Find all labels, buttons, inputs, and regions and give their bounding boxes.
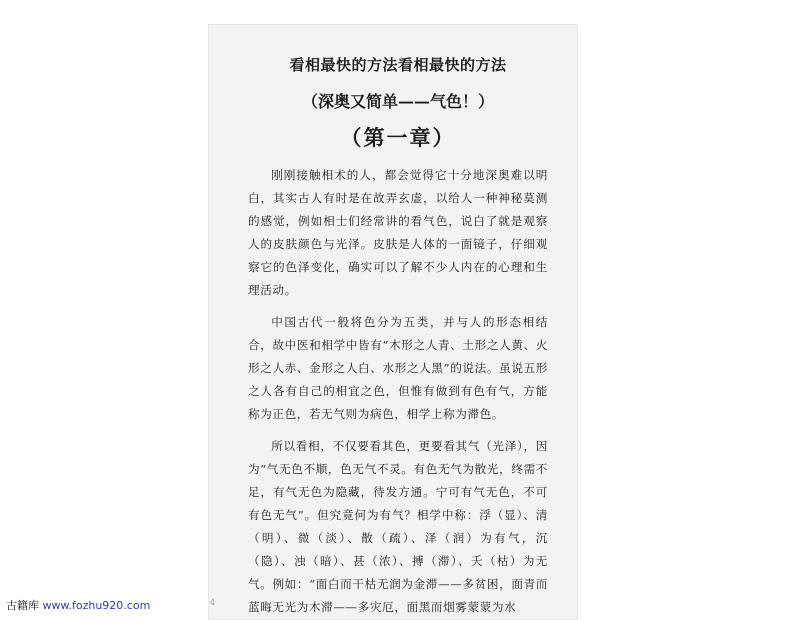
paragraph-1: 刚刚接触相术的人，都会觉得它十分地深奥难以明白，其实古人有时是在故弄玄虚，以给人一种神秘莫测的感觉，例如相士们经常讲的看气色，说白了就是观察人的皮肤颜色与光泽。皮肤是人体的一面镜子，仔细观察它的色泽变化，确实可以了解不少人内在的心理和生理活动。 (248, 168, 548, 297)
main-title: 看相最快的方法看相最快的方法 (289, 56, 507, 74)
watermark-label: 古籍库 (6, 599, 39, 612)
chapter-heading: （第一章） (340, 125, 456, 150)
subtitle: （深奥又简单——气色！） (301, 92, 494, 111)
paragraph-2: 中国古代一般将色分为五类，并与人的形态相结合，故中医和相学中皆有“木形之人青、土形之人黄、火形之人赤、金形之人白、水形之人黑”的说法。虽说五形之人各有自己的相宜之色，但惟有做到有色有气，方能称为正色，若无气则为病色，相学上称为滞色。 (248, 315, 548, 421)
watermark (6, 597, 150, 613)
page-number: 4 (210, 598, 216, 607)
page-content (248, 54, 548, 620)
paragraph-3: 所以看相，不仅要看其色，更要看其气（光泽），因为“气无色不顺，色无气不灵。有色无气为散光，终需不足，有气无色为隐藏，待发方通。宁可有气无色，不可有色无气”。但究竟何为有气？相学中称：浮（显）、清（明）、微（淡）、散（疏）、泽（润）为有气，沉（隐）、浊（暗）、甚（浓）、搏（滞）、夭（枯）为无气。例如：“面白而干枯无润为金滞——多贫困，面青而蓝晦无光为木滞——多灾厄，面黑而烟雾蒙蒙为水 (248, 439, 548, 614)
watermark-site: www.fozhu920.com (42, 599, 151, 612)
scanned-page (208, 24, 578, 620)
